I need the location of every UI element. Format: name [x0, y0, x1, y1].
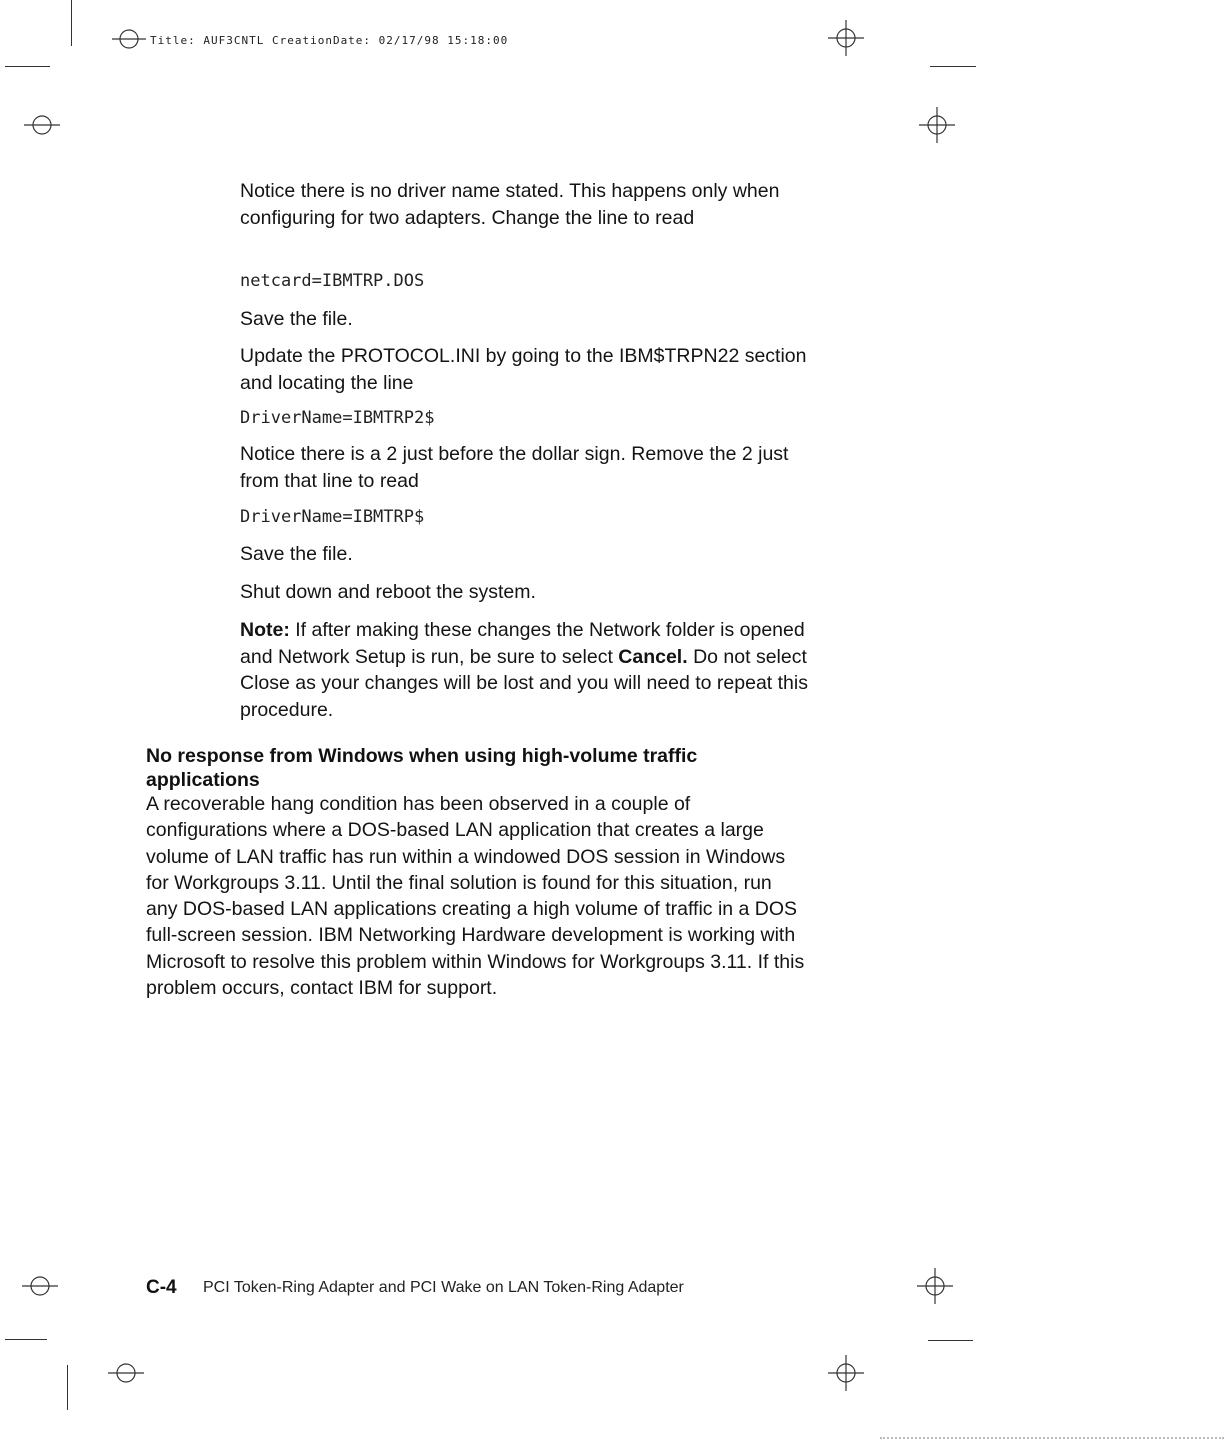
crop-mark-top-right-horizontal: [930, 66, 976, 67]
registration-mark-icon: [828, 1355, 864, 1391]
registration-mark-icon: [24, 114, 60, 136]
paragraph-remove-two: Notice there is a 2 just before the dollar sign. Remove the 2 just from that line to read: [240, 443, 789, 492]
section-body: A recoverable hang condition has been observed in a couple of configurations where a DOS-based LAN application that creates a large volume of LAN traffic has run within a windowed DOS session in Windows for Workgroups 3.11. Until the final solution is found for this situation, run any DOS-based LAN applications creating a high volume of traffic in a DOS full-screen session. IBM Networking Hardware development is working with Microsoft to resolve this problem within Windows for Workgroups 3.11. If this problem occurs, contact IBM for support.: [146, 793, 805, 1000]
registration-mark-icon: [919, 107, 955, 143]
registration-mark-icon: [22, 1275, 58, 1297]
note-text-b: Do not select Close as your changes will be lost and you will need to repeat this procedure.: [240, 645, 808, 721]
paragraph-save-file-2: Save the file.: [240, 543, 353, 565]
paragraph-save-file-1: Save the file.: [240, 308, 353, 330]
note-label: Note:: [240, 619, 290, 641]
code-netcard: netcard=IBMTRP.DOS: [240, 271, 425, 291]
crop-mark-top-left-vertical: [71, 0, 72, 46]
code-drivername-trp: DriverName=IBMTRP$: [240, 507, 425, 527]
registration-mark-icon: [112, 28, 146, 50]
registration-mark-icon: [108, 1362, 144, 1384]
scan-artifact-specks: [880, 1437, 1224, 1443]
crop-mark-bottom-left-vertical: [67, 1365, 68, 1410]
crop-mark-top-left-horizontal: [5, 66, 50, 67]
print-header-title: Title: AUF3CNTL CreationDate: 02/17/98 15:18:00: [150, 34, 509, 47]
code-drivername-trp2: DriverName=IBMTRP2$: [240, 408, 435, 428]
crop-mark-bottom-left-horizontal: [5, 1339, 47, 1340]
registration-mark-icon: [917, 1268, 953, 1304]
paragraph-update-protocol-ini: Update the PROTOCOL.INI by going to the IBM$TRPN22 section and locating the line: [240, 345, 807, 394]
crop-mark-bottom-right-horizontal: [928, 1340, 973, 1341]
note-text-a: If after making these changes the Network folder is opened and Network Setup is run, be sure to select: [240, 619, 805, 668]
paragraph-driver-name: Notice there is no driver name stated. This happens only when configuring for two adapters. Change the line to read: [240, 180, 780, 229]
note-paragraph: [240, 617, 810, 723]
footer-doc-title: PCI Token-Ring Adapter and PCI Wake on LAN Token-Ring Adapter: [203, 1279, 684, 1296]
section-heading: No response from Windows when using high-volume traffic applications: [146, 745, 698, 791]
registration-mark-icon: [828, 20, 864, 56]
note-cancel: Cancel.: [618, 645, 688, 668]
footer-page-code: C-4: [146, 1277, 177, 1298]
paragraph-reboot: Shut down and reboot the system.: [240, 581, 536, 603]
